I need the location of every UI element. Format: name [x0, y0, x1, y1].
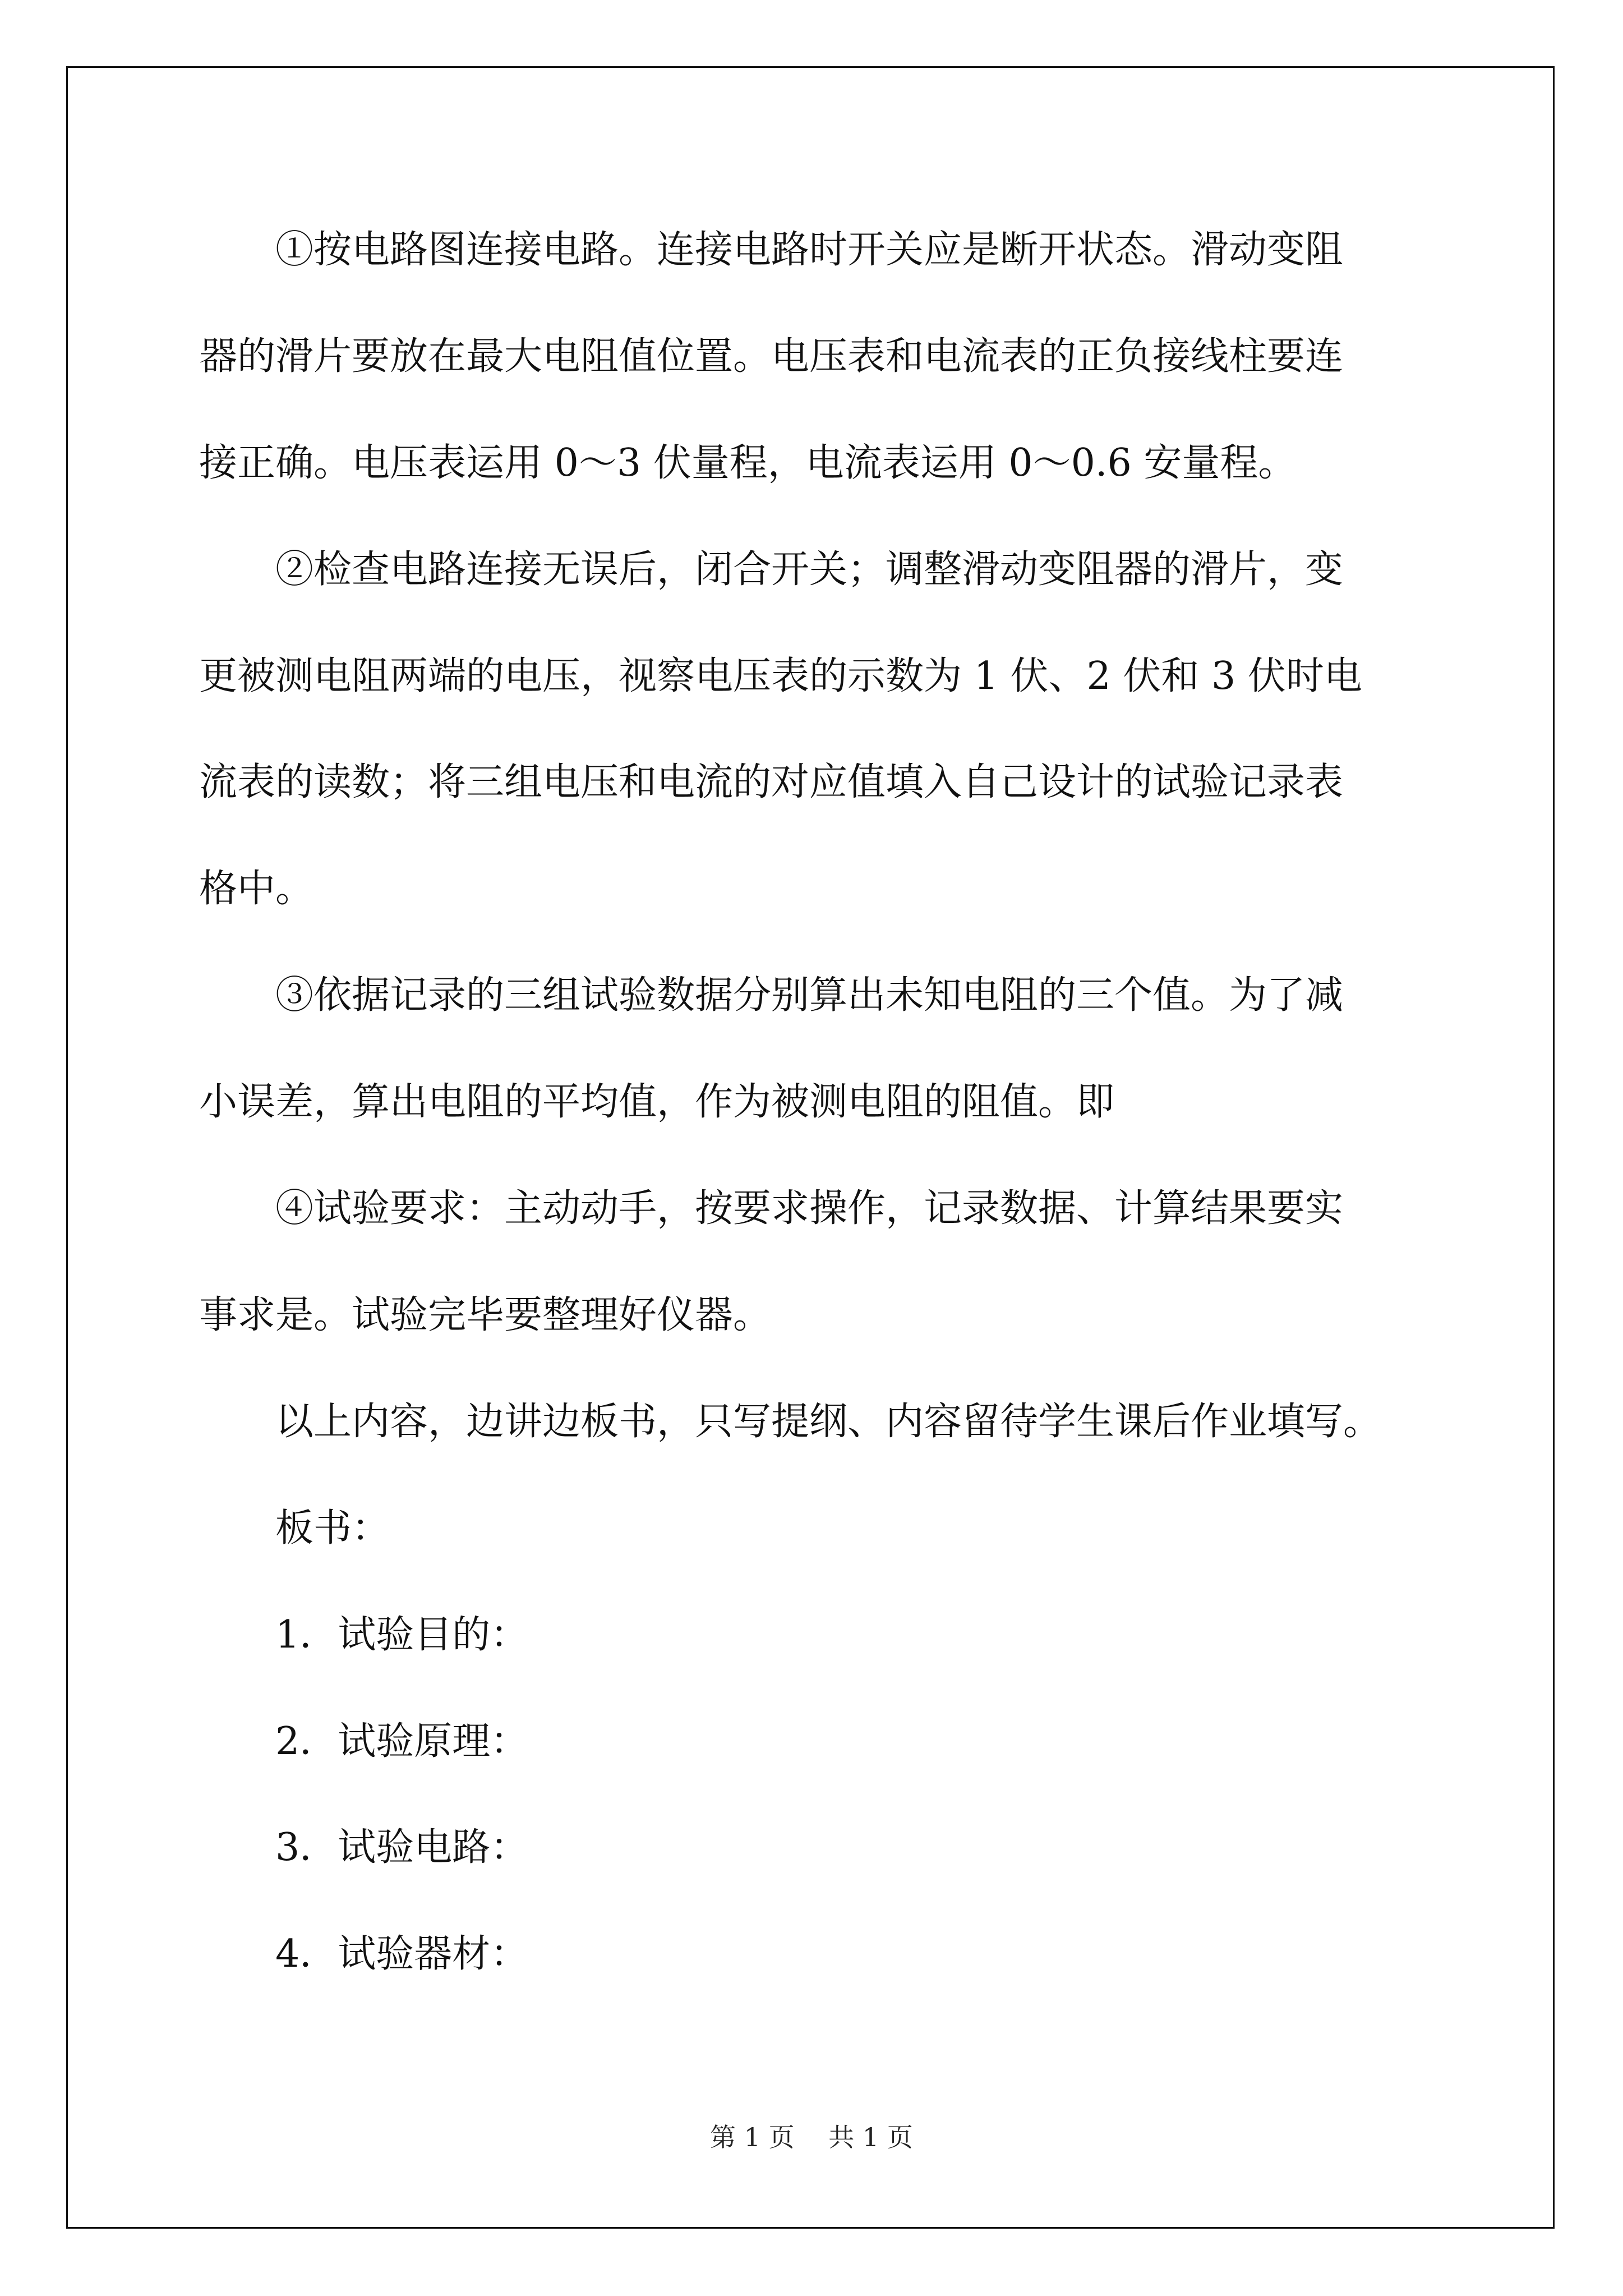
text-line: 流表的读数；将三组电压和电流的对应值填入自己设计的试验记录表 [199, 760, 1344, 804]
text-line: ③依据记录的三组试验数据分别算出未知电阻的三个值。为了减 [199, 973, 1344, 1018]
text-line: 小误差，算出电阻的平均值，作为被测电阻的阻值。即 [199, 1080, 1115, 1124]
text-line: ②检查电路连接无误后，闭合开关；调整滑动变阻器的滑片，变 [199, 547, 1344, 592]
text-line: 器的滑片要放在最大电阻值位置。电压表和电流表的正负接线柱要连 [199, 334, 1344, 379]
text-line: 4．试验器材： [199, 1932, 529, 1976]
text-line: 事求是。试验完毕要整理好仪器。 [199, 1293, 772, 1337]
text-line: ①按电路图连接电路。连接电路时开关应是断开状态。滑动变阻 [199, 228, 1344, 272]
text-line: 2．试验原理： [199, 1719, 529, 1764]
text-line: 以上内容，边讲边板书，只写提纲、内容留待学生课后作业填写。 [199, 1400, 1382, 1444]
page-number-footer: 第 1 页 共 1 页 [710, 2122, 913, 2152]
page-border [66, 66, 1555, 2229]
text-line: 更被测电阻两端的电压，视察电压表的示数为 1 伏、2 伏和 3 伏时电 [199, 654, 1362, 698]
text-line: ④试验要求：主动动手，按要求操作，记录数据、计算结果要实 [199, 1186, 1344, 1231]
text-line: 接正确。电压表运用 0～3 伏量程，电流表运用 0～0.6 安量程。 [199, 441, 1297, 485]
text-line: 1．试验目的： [199, 1613, 529, 1657]
text-line: 板书： [199, 1506, 390, 1550]
text-line: 3．试验电路： [199, 1825, 529, 1870]
text-line: 格中。 [199, 867, 314, 911]
